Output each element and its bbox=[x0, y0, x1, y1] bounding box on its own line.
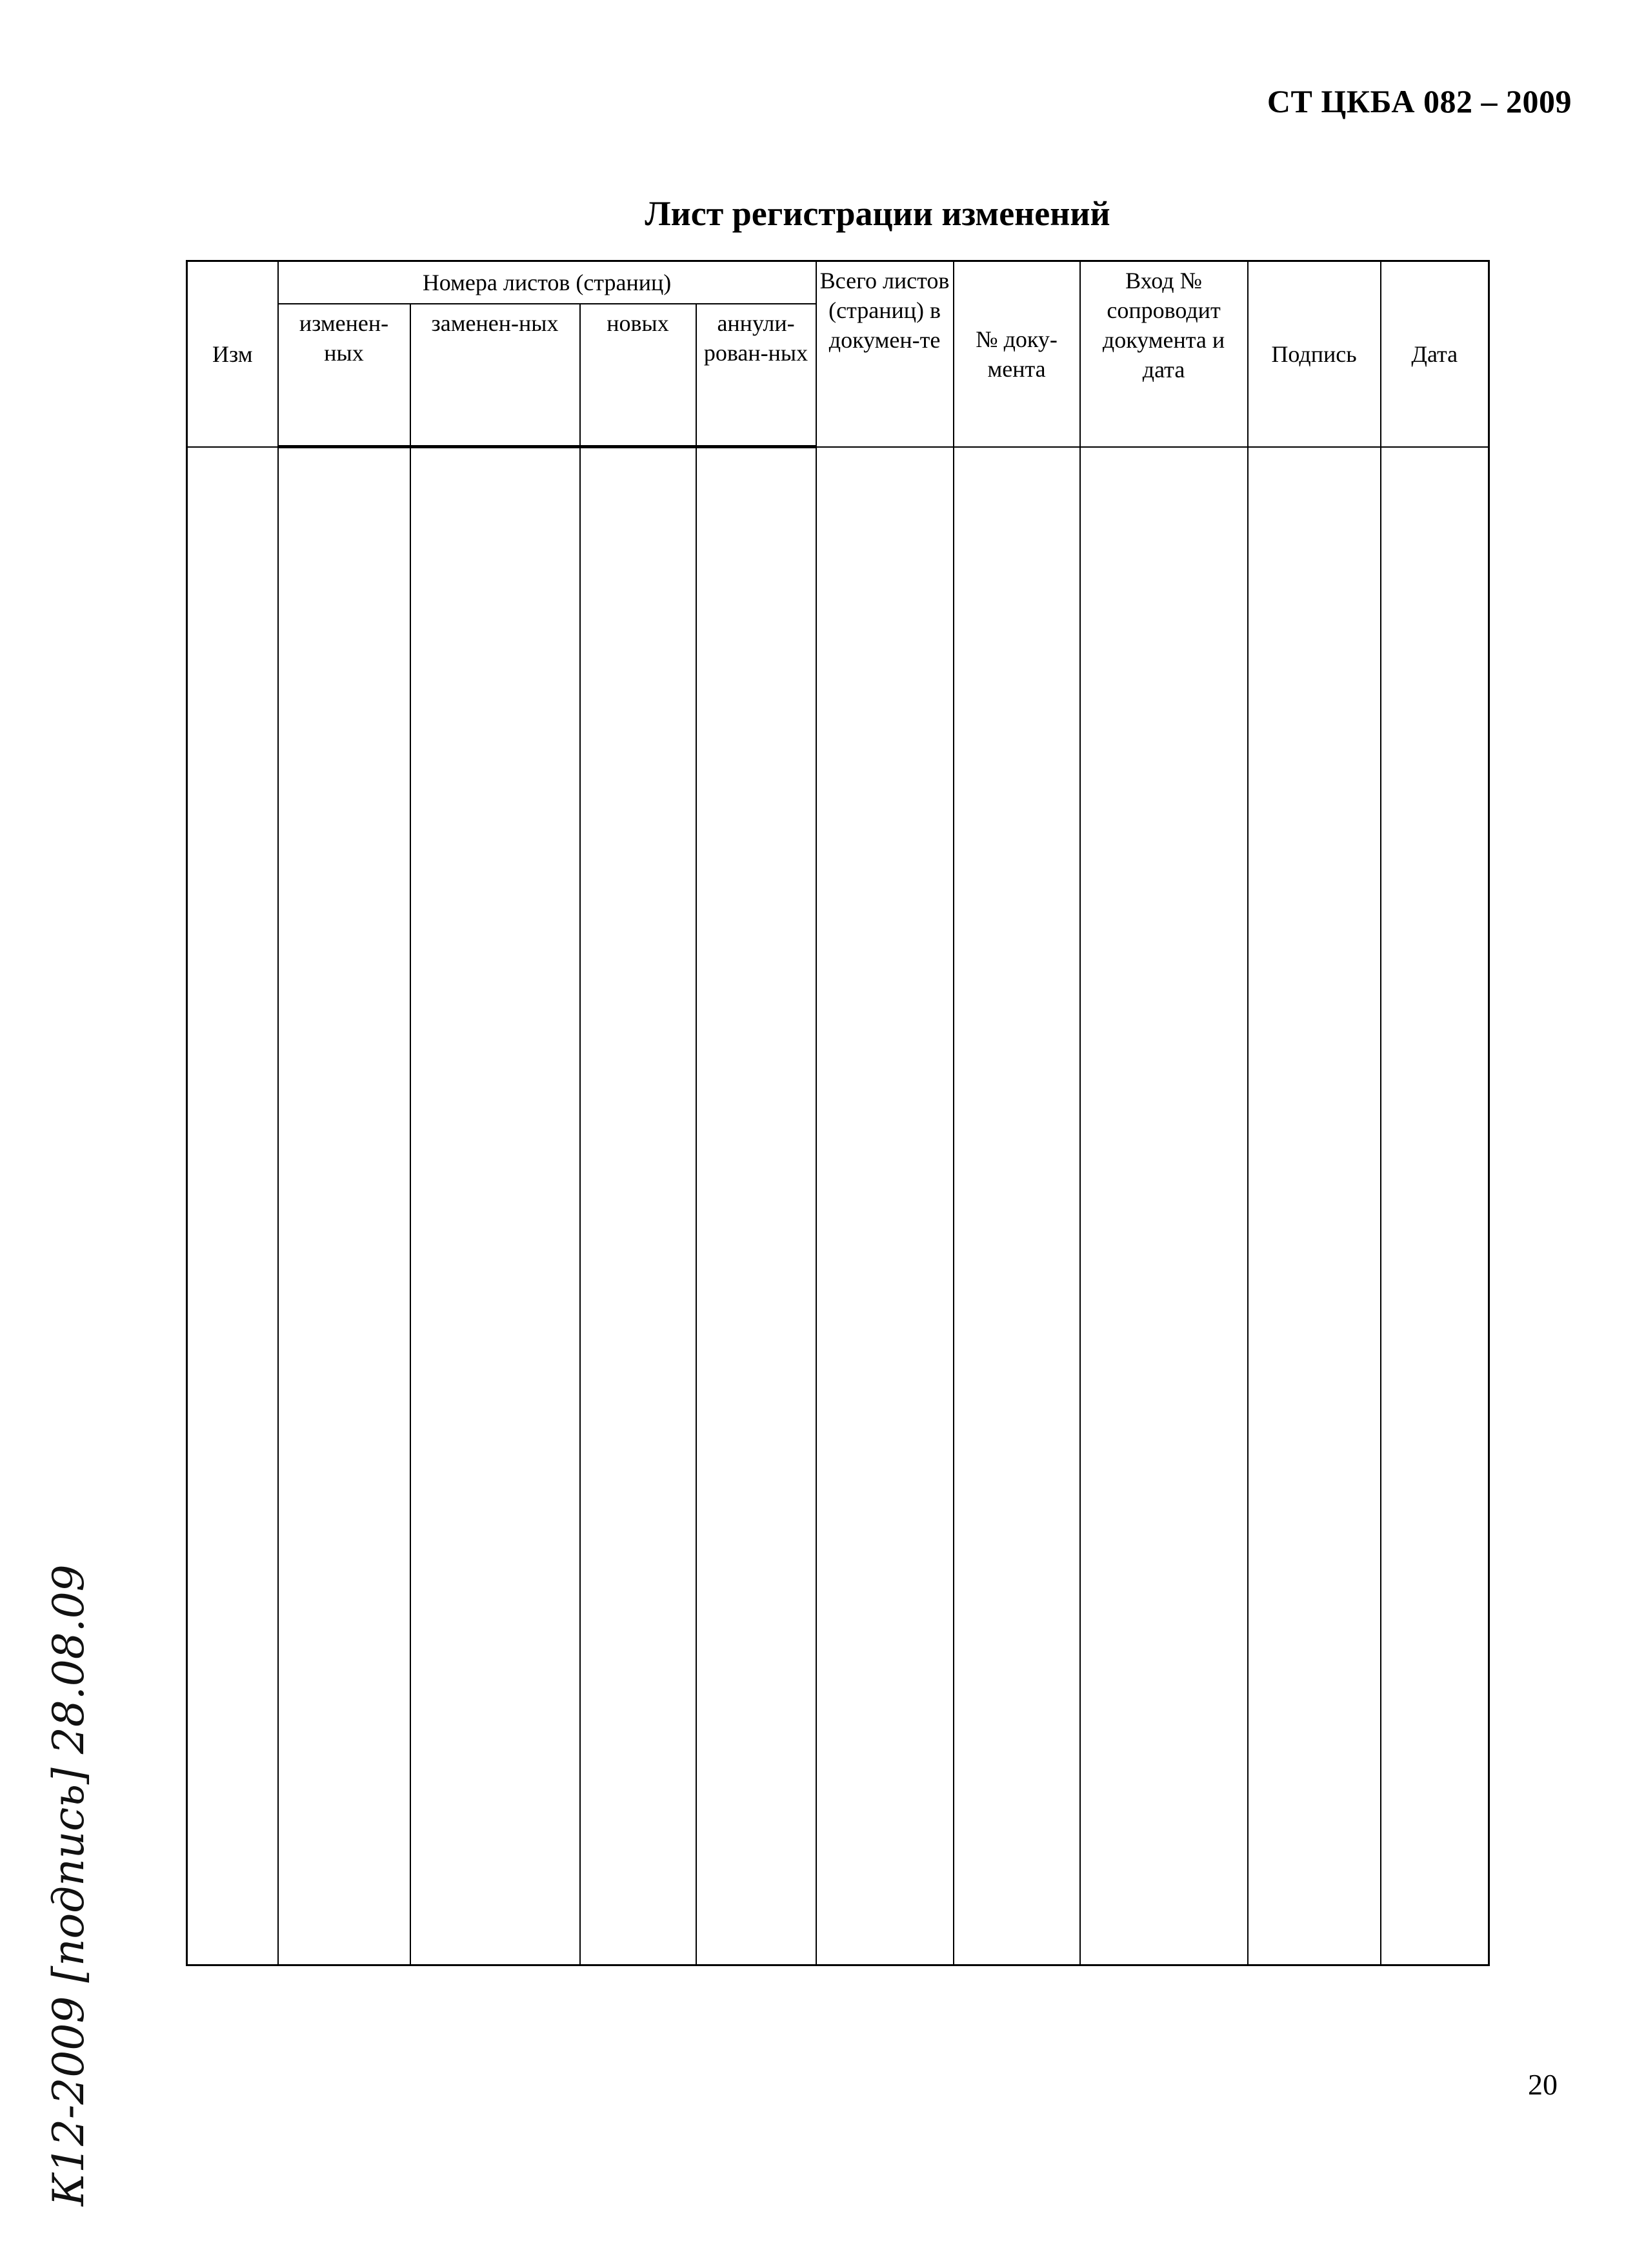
header-changed: изменен-ных bbox=[278, 304, 410, 447]
cell-replaced bbox=[410, 447, 580, 1965]
header-sheet-numbers: Номера листов (страниц) bbox=[278, 261, 816, 304]
cell-signature bbox=[1248, 447, 1381, 1965]
document-code: СТ ЦКБА 082 – 2009 bbox=[1267, 83, 1572, 119]
cell-new bbox=[580, 447, 696, 1965]
header-date: Дата bbox=[1381, 261, 1489, 447]
header-replaced: заменен-ных bbox=[410, 304, 580, 447]
header-annulled: аннули-рован-ных bbox=[696, 304, 816, 447]
handwritten-registration-note: К12-2009 [подпись] 28.08.09 bbox=[44, 1564, 94, 2206]
cell-doc-number bbox=[954, 447, 1080, 1965]
header-signature: Подпись bbox=[1248, 261, 1381, 447]
cell-izm bbox=[187, 447, 278, 1965]
table-body-row bbox=[187, 447, 1489, 1965]
change-registration-table bbox=[186, 260, 1490, 1966]
cell-changed bbox=[278, 447, 410, 1965]
cell-total-sheets bbox=[816, 447, 954, 1965]
header-total-sheets: Всего листов (страниц) в докумен-те bbox=[816, 261, 954, 447]
header-izm: Изм bbox=[187, 261, 278, 447]
cell-incoming-doc bbox=[1080, 447, 1248, 1965]
cell-annulled bbox=[696, 447, 816, 1965]
header-new: новых bbox=[580, 304, 696, 447]
page-number: 20 bbox=[1528, 2068, 1558, 2101]
cell-date bbox=[1381, 447, 1489, 1965]
header-incoming-doc: Вход № сопроводит документа и дата bbox=[1080, 261, 1248, 447]
sheet-title: Лист регистрации изменений bbox=[645, 194, 1110, 233]
header-doc-number: № доку-мента bbox=[954, 261, 1080, 447]
